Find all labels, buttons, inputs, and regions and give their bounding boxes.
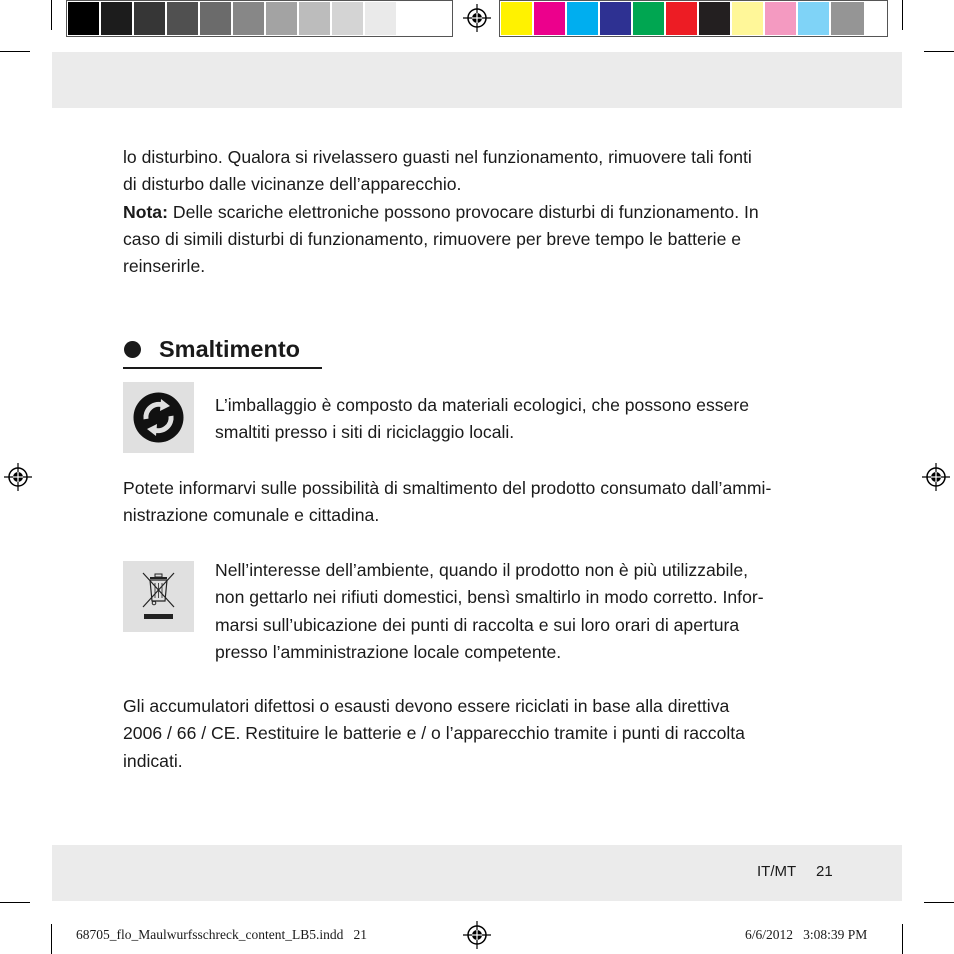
color-swatch [567,2,600,35]
text-line: presso l’amministrazione locale competente. [215,641,562,662]
bullet-icon [124,341,141,358]
section-title: Smaltimento [159,335,301,362]
battery-paragraph [123,693,843,775]
text-line: indicati. [123,750,183,771]
weee-paragraph [215,557,835,666]
color-swatch [134,2,167,35]
color-swatch [501,2,534,35]
color-swatch [534,2,567,35]
text-line: 2006 / 66 / CE. Restituire le batterie e / o l’apparecchio tramite i punti di raccolta [123,723,745,744]
crop-mark [51,924,52,954]
header-band [52,52,902,108]
color-swatch [600,2,633,35]
color-swatch [831,2,864,35]
grayscale-color-bar [68,2,431,35]
page-number: 21 [816,863,833,880]
crop-mark [902,0,903,30]
registration-mark-icon [463,4,491,32]
text-line: Potete informarvi sulle possibilità di smaltimento del prodotto consumato dall’ammi- [123,478,772,498]
color-swatch [299,2,332,35]
text-line: Gli accumulatori difettosi o esausti devono essere riciclati in base alla direttiva [123,696,730,716]
nota-line [123,199,843,226]
registration-mark-icon [4,463,32,491]
crop-mark [924,51,954,52]
heading-underline [123,367,322,369]
crop-mark [924,902,954,903]
section-heading [123,332,300,366]
slug-timestamp: 6/6/2012 3:08:39 PM [745,927,868,942]
weee-icon-box [123,561,194,632]
registration-mark-icon [922,463,950,491]
color-swatch [68,2,101,35]
color-swatch [332,2,365,35]
info-paragraph [123,475,843,530]
crossed-out-wheelie-bin-icon [123,561,194,632]
color-swatch [633,2,666,35]
color-swatch [798,2,831,35]
crop-mark [0,51,30,52]
nota-label: Nota: [123,201,168,222]
color-swatch [365,2,398,35]
recycle-icon-box [123,382,194,453]
text-line: smaltiti presso i siti di riciclaggio locali. [215,422,515,443]
color-swatch [398,2,431,35]
text-line: L’imballaggio è composto da materiali ecologici, che possono essere [215,395,749,415]
crop-mark [0,902,30,903]
text-line: marsi sull’ubicazione dei punti di raccolta e sui loro orari di apertura [215,614,740,635]
color-swatch [200,2,233,35]
text-line: lo disturbino. Qualora si rivelassero guasti nel funzionamento, rimuovere tali fonti [123,147,752,167]
color-swatch [167,2,200,35]
color-swatch [765,2,798,35]
text-line: reinserirle. [123,256,206,277]
text-fragment: Delle scariche elettroniche possono provocare disturbi di funzionamento. In [167,201,759,222]
text-line: non gettarlo nei rifiuti domestici, bensì smaltirlo in modo corretto. Infor- [215,587,764,608]
intro-paragraph [123,144,843,280]
green-dot-recycling-icon [123,382,194,453]
text-line: Nell’interesse dell’ambiente, quando il prodotto non è più utilizzabile, [215,560,749,580]
text-line: caso di simili disturbi di funzionamento, rimuovere per breve tempo le batterie e [123,228,742,249]
registration-mark-icon [463,921,491,949]
slug-filename: 68705_flo_Maulwurfsschreck_content_LB5.indd 21 [76,927,367,942]
crop-mark [902,924,903,954]
color-swatch [233,2,266,35]
packaging-paragraph [215,392,835,447]
color-swatch [266,2,299,35]
crop-mark [51,0,52,30]
color-swatch [699,2,732,35]
color-swatch [101,2,134,35]
color-swatch [666,2,699,35]
color-swatch [732,2,765,35]
text-line: nistrazione comunale e cittadina. [123,505,380,526]
text-line: di disturbo dalle vicinanze dell’apparecchio. [123,174,462,195]
process-color-bar [501,2,864,35]
footer-language: IT/MT [757,863,797,880]
